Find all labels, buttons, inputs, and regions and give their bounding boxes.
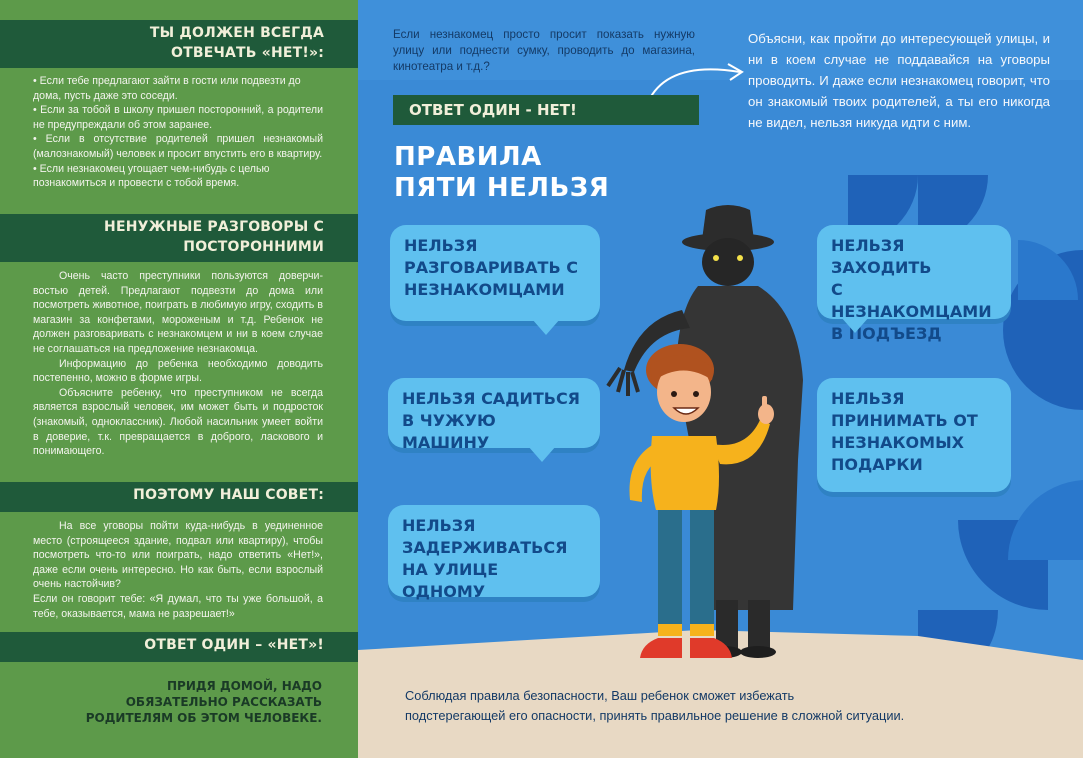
- unneeded-talks-text: [33, 269, 323, 459]
- bubble-tail: [528, 446, 556, 462]
- rule-line: НЕЛЬЗЯ: [831, 389, 905, 408]
- our-advice-text: [33, 519, 323, 621]
- rule-bubble-entrance: [817, 225, 1011, 343]
- rule-line: НЕЗНАКОМЫХ: [831, 433, 964, 452]
- paragraph: Если он говорит тебе: «Я думал, что ты уже большой, а тебе, оказывается, мама не разрешает!»: [33, 592, 323, 620]
- banner-our-advice: [0, 482, 358, 512]
- rule-line: НЕЛЬЗЯ: [402, 516, 476, 535]
- rule-line: НЕЛЬЗЯ САДИТЬСЯ: [402, 389, 580, 408]
- always-say-no-list: [33, 74, 323, 191]
- rule-bubble-gifts: [817, 378, 1011, 492]
- summary-line: Соблюдая правила безопасности, Ваш ребенок сможет избежать: [405, 688, 795, 703]
- list-item: • Если незнакомец угощает чем-нибудь с целью познакомиться и провести с тобой время.: [33, 162, 270, 190]
- list-item: • Если за тобой в школу пришел посторонний, а родители не предупреждали об этом заранее.: [33, 104, 323, 131]
- rule-line: НЕЗНАКОМЦАМИ: [404, 280, 565, 299]
- list-item: • Если тебе предлагают зайти в гости или подвезти до дома, пусть даже это соседи.: [33, 75, 301, 102]
- rule-line: ЗАДЕРЖИВАТЬСЯ: [402, 538, 568, 557]
- answer-banner: ОТВЕТ ОДИН - НЕТ!: [393, 95, 699, 125]
- rule-line: В ПОДЪЕЗД: [831, 324, 942, 343]
- banner-answer-no: [0, 632, 358, 662]
- banner-line: ПОСТОРОННИМИ: [183, 239, 324, 255]
- paragraph: Информацию до ребенка необходимо доводить постепенно, можно в форме игры.: [33, 357, 323, 385]
- title-line: ПЯТИ НЕЛЬЗЯ: [394, 173, 610, 203]
- rule-line: ПРИНИМАТЬ ОТ: [831, 411, 978, 430]
- paragraph: На все уговоры пойти куда-нибудь в уединенное место (строящееся здание, подвал или квартиру), чтобы посмотреть что-то или поиграть, надо ответить «Нет!», даже если очень интересно. Но как быть, если взрослый очень настойчив?: [33, 520, 323, 591]
- banner-line: ОТВЕЧАТЬ «НЕТ!»:: [170, 45, 324, 61]
- paragraph: Объясните ребенку, что преступником не всегда является взрослый человек, им может быть и подросток (знакомый, одноклассник). Любой насильник умеет войти в доверие, т.к. превращается в доброго, ласкового и понимающего.: [33, 386, 323, 458]
- banner-unneeded-talks: [0, 214, 358, 262]
- rule-line: НЕЛЬЗЯ ЗАХОДИТЬ: [831, 236, 932, 277]
- rule-bubble-street: [388, 505, 600, 601]
- note-line: ПРИДЯ ДОМОЙ, НАДО: [166, 679, 322, 693]
- banner-line: ОТВЕТ ОДИН – «НЕТ»!: [144, 637, 324, 653]
- paragraph: Очень часто преступники пользуются доверчи-востью детей. Предлагают подвезти до дома или посмотреть животное, поиграть в любимую игру, сходить в магазин за конфетами, мороженым и т.д. Ребенок не должен разговаривать с незнакомцем и ни в коем случае не соглашаться на предложение незнакомца.: [33, 270, 323, 355]
- banner-line: ПОЭТОМУ НАШ СОВЕТ:: [133, 487, 324, 503]
- bubble-tail: [841, 317, 869, 333]
- rule-line: ПОДАРКИ: [831, 455, 923, 474]
- safety-summary-text: [405, 686, 1005, 726]
- bubble-tail: [532, 319, 560, 335]
- right-panel: [358, 0, 1083, 758]
- tell-parents-note: [60, 678, 322, 726]
- banner-always-say-no: [0, 20, 358, 68]
- banner-line: НЕНУЖНЫЕ РАЗГОВОРЫ С: [104, 219, 324, 235]
- rule-bubble-car: [388, 378, 600, 452]
- banner-line: ТЫ ДОЛЖЕН ВСЕГДА: [149, 25, 324, 41]
- rule-line: НЕЛЬЗЯ: [404, 236, 478, 255]
- rules-title: [394, 142, 609, 204]
- left-column: [0, 0, 358, 758]
- list-item: • Если в отсутствие родителей пришел незнакомый (малознакомый) человек и просит впустить его в квартиру.: [33, 133, 323, 160]
- rule-line: НА УЛИЦЕ ОДНОМУ: [402, 560, 499, 601]
- title-line: ПРАВИЛА: [394, 142, 542, 172]
- rule-line: С НЕЗНАКОМЦАМИ: [831, 280, 992, 321]
- explain-route-text: Объясни, как пройти до интересующей улицы, и ни в коем случае не поддавайся на уговоры проводить. И даже если незнакомец говорит, что он знакомый твоих родителей, а ты его никогда не видел, нельзя никуда идти с ним.: [748, 31, 1050, 130]
- summary-line: подстерегающей его опасности, принять правильное решение в сложной ситуации.: [405, 708, 905, 723]
- note-line: ОБЯЗАТЕЛЬНО РАССКАЗАТЬ: [125, 695, 322, 709]
- boy-figure: [608, 340, 788, 670]
- rule-line: В ЧУЖУЮ МАШИНУ: [402, 411, 496, 452]
- rule-bubble-talk: [390, 225, 600, 321]
- rule-line: РАЗГОВАРИВАТЬ С: [404, 258, 578, 277]
- note-line: РОДИТЕЛЯМ ОБ ЭТОМ ЧЕЛОВЕКЕ.: [85, 711, 322, 725]
- stranger-question-text: Если незнакомец просто просит показать нужную улицу или поднести сумку, проводить до магазина, кинотеатра и т.д.?: [393, 28, 695, 74]
